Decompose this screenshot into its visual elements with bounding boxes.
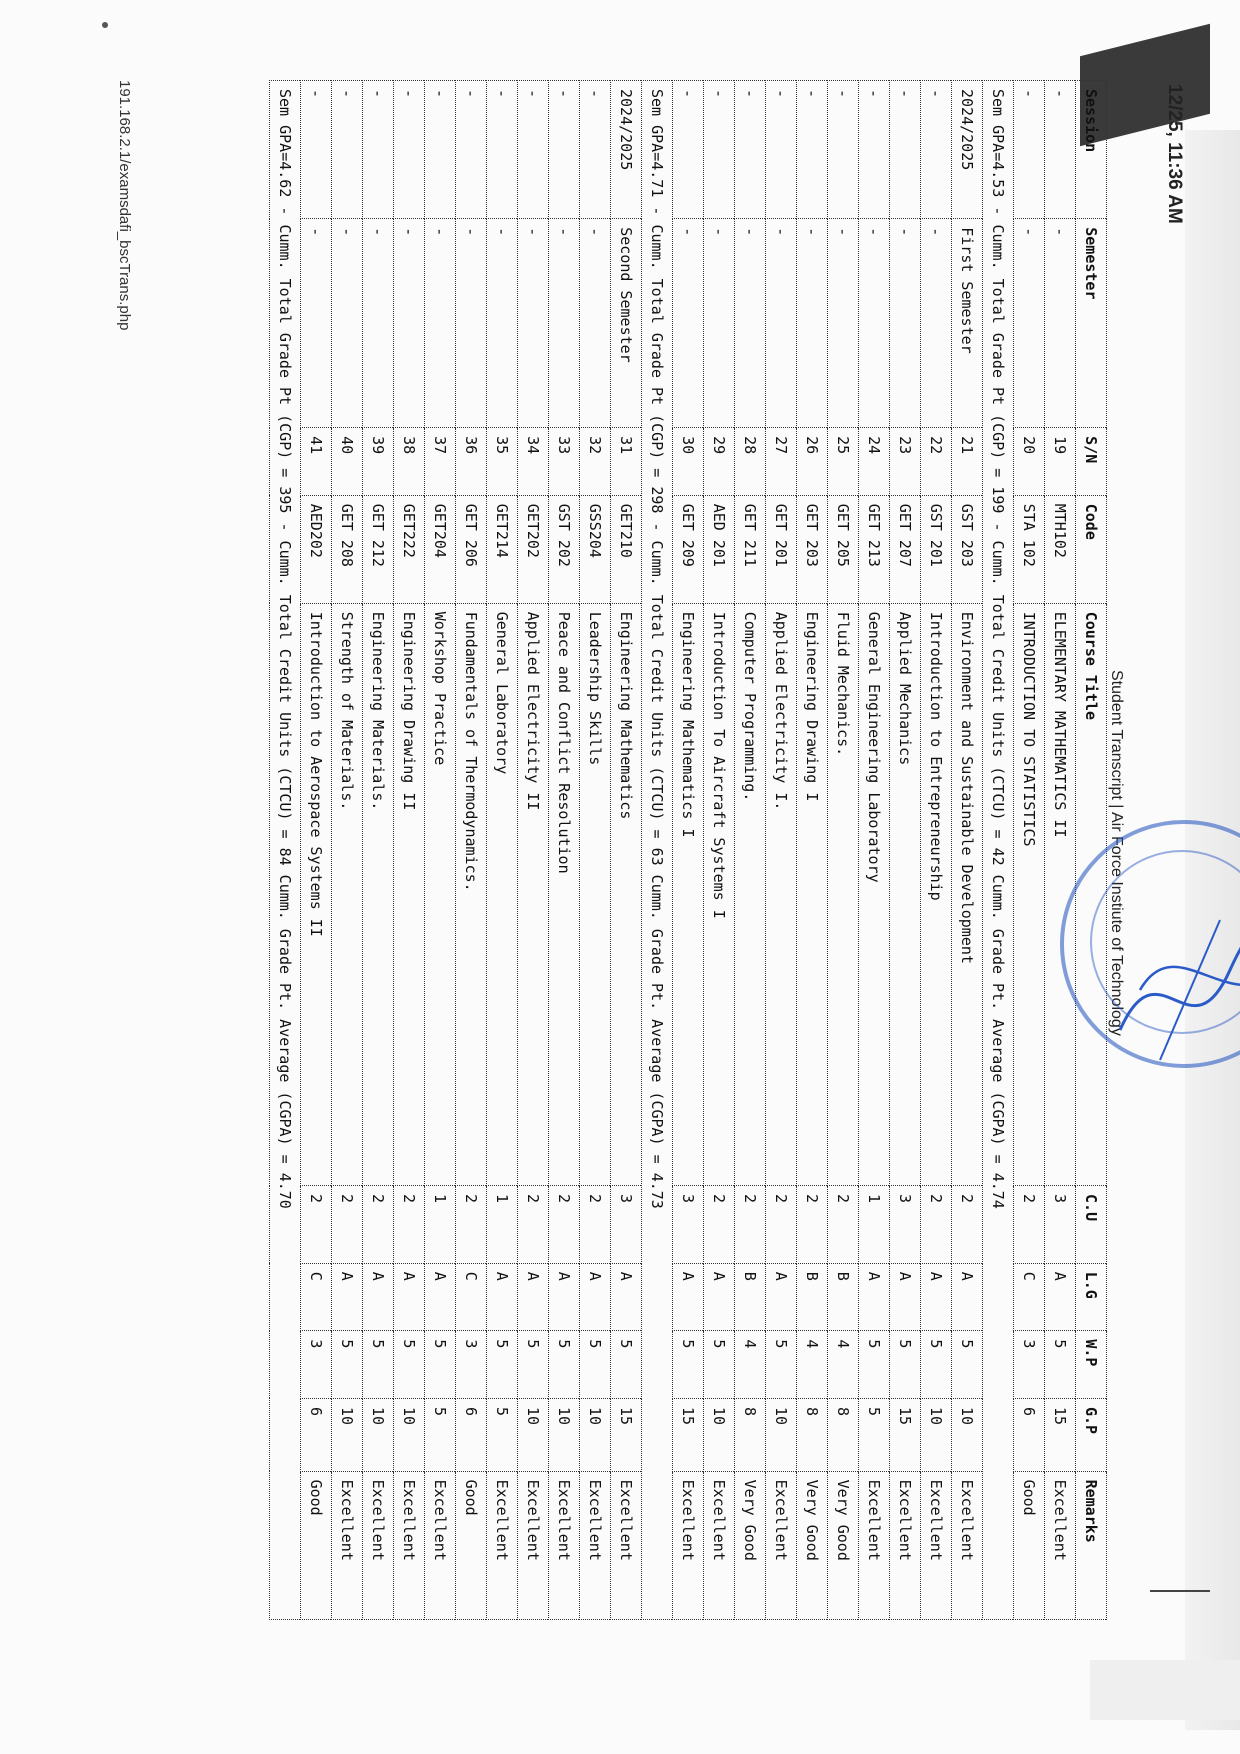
transcript-title: Student Transcript | Air Force Instiute of Technology — [1108, 670, 1125, 1036]
cell-code: GET 213 — [859, 495, 890, 603]
cell-title: Fundamentals of Thermodynamics. — [456, 603, 487, 1185]
cell-gp: 8 — [828, 1398, 859, 1471]
cell-semester: - — [828, 219, 859, 428]
semester-summary-text: Sem GPA=4.53 - Cumm. Total Grade Pt (CGP) = 199 - Cumm. Total Credit Units (CTCU) = 42 Cumm. Grade Pt. Average (CGPA) = 4.74 — [983, 81, 1014, 1620]
cell-remarks: Excellent — [363, 1471, 394, 1619]
cell-wp: 5 — [363, 1331, 394, 1399]
cell-wp: 4 — [735, 1331, 766, 1399]
cell-session: - — [828, 81, 859, 219]
cell-session: - — [1014, 81, 1045, 219]
cell-lg: A — [363, 1263, 394, 1331]
cell-sn: 26 — [797, 428, 828, 496]
cell-semester: - — [1045, 219, 1076, 428]
cell-lg: A — [518, 1263, 549, 1331]
cell-remarks: Excellent — [859, 1471, 890, 1619]
table-row — [301, 81, 332, 1620]
cell-gp: 10 — [766, 1398, 797, 1471]
cell-session: - — [456, 81, 487, 219]
cell-sn: 23 — [890, 428, 921, 496]
semester-summary-row — [642, 81, 673, 1620]
cell-lg: B — [735, 1263, 766, 1331]
cell-session: - — [518, 81, 549, 219]
cell-wp: 4 — [828, 1331, 859, 1399]
cell-code: GSS204 — [580, 495, 611, 603]
cell-session: - — [487, 81, 518, 219]
cell-title: Leadership Skills — [580, 603, 611, 1185]
cell-cu: 2 — [301, 1186, 332, 1264]
table-row — [766, 81, 797, 1620]
cell-sn: 19 — [1045, 428, 1076, 496]
cell-session: - — [425, 81, 456, 219]
table-row — [394, 81, 425, 1620]
cell-sn: 41 — [301, 428, 332, 496]
cell-cu: 1 — [425, 1186, 456, 1264]
rotated-transcript-page — [65, 70, 1185, 1630]
cell-remarks: Very Good — [797, 1471, 828, 1619]
cell-remarks: Excellent — [704, 1471, 735, 1619]
cell-session: - — [1045, 81, 1076, 219]
semester-summary-row — [270, 81, 301, 1620]
table-row — [704, 81, 735, 1620]
cell-lg: A — [704, 1263, 735, 1331]
cell-semester: - — [425, 219, 456, 428]
cell-cu: 2 — [363, 1186, 394, 1264]
cell-semester: - — [766, 219, 797, 428]
scan-shadow-bottom — [1090, 1660, 1240, 1720]
cell-semester: First Semester — [952, 219, 983, 428]
cell-sn: 22 — [921, 428, 952, 496]
cell-wp: 4 — [797, 1331, 828, 1399]
cell-wp: 5 — [673, 1331, 704, 1399]
cell-gp: 8 — [797, 1398, 828, 1471]
cell-sn: 28 — [735, 428, 766, 496]
cell-lg: A — [673, 1263, 704, 1331]
col-lg: L.G — [1076, 1263, 1107, 1331]
cell-gp: 10 — [952, 1398, 983, 1471]
cell-cu: 2 — [549, 1186, 580, 1264]
cell-remarks: Excellent — [394, 1471, 425, 1619]
cell-remarks: Excellent — [673, 1471, 704, 1619]
transcript-table — [269, 80, 1107, 1620]
cell-code: GET222 — [394, 495, 425, 603]
cell-gp: 10 — [704, 1398, 735, 1471]
cell-title: Engineering Drawing II — [394, 603, 425, 1185]
cell-gp: 5 — [859, 1398, 890, 1471]
cell-cu: 2 — [766, 1186, 797, 1264]
table-row — [363, 81, 394, 1620]
cell-title: Introduction To Aircraft Systems I — [704, 603, 735, 1185]
cell-semester: - — [518, 219, 549, 428]
cell-semester: - — [1014, 219, 1045, 428]
cell-cu: 2 — [580, 1186, 611, 1264]
cell-session: - — [921, 81, 952, 219]
cell-title: Engineering Mathematics I — [673, 603, 704, 1185]
cell-session: - — [673, 81, 704, 219]
cell-remarks: Good — [1014, 1471, 1045, 1619]
cell-cu: 2 — [704, 1186, 735, 1264]
cell-gp: 10 — [518, 1398, 549, 1471]
table-row — [611, 81, 642, 1620]
cell-title: Applied Electricity I. — [766, 603, 797, 1185]
col-gp: G.P — [1076, 1398, 1107, 1471]
cell-semester: - — [859, 219, 890, 428]
cell-title: Applied Electricity II — [518, 603, 549, 1185]
cell-wp: 3 — [301, 1331, 332, 1399]
cell-code: GET 205 — [828, 495, 859, 603]
cell-lg: A — [921, 1263, 952, 1331]
cell-session: - — [859, 81, 890, 219]
cell-gp: 10 — [580, 1398, 611, 1471]
cell-cu: 3 — [673, 1186, 704, 1264]
cell-code: GET 212 — [363, 495, 394, 603]
cell-title: Workshop Practice — [425, 603, 456, 1185]
cell-session: - — [363, 81, 394, 219]
cell-lg: A — [766, 1263, 797, 1331]
cell-remarks: Good — [456, 1471, 487, 1619]
cell-code: GET 208 — [332, 495, 363, 603]
table-row — [828, 81, 859, 1620]
cell-session: - — [301, 81, 332, 219]
cell-title: INTRODUCTION TO STATISTICS — [1014, 603, 1045, 1185]
cell-cu: 1 — [487, 1186, 518, 1264]
cell-code: GET210 — [611, 495, 642, 603]
cell-semester: - — [921, 219, 952, 428]
cell-remarks: Excellent — [766, 1471, 797, 1619]
cell-session: 2024/2025 — [952, 81, 983, 219]
cell-title: Peace and Conflict Resolution — [549, 603, 580, 1185]
cell-wp: 5 — [425, 1331, 456, 1399]
cell-lg: C — [1014, 1263, 1045, 1331]
cell-session: - — [704, 81, 735, 219]
cell-lg: A — [890, 1263, 921, 1331]
cell-sn: 20 — [1014, 428, 1045, 496]
cell-title: Engineering Mathematics — [611, 603, 642, 1185]
col-cu: C.U — [1076, 1186, 1107, 1264]
cell-remarks: Excellent — [549, 1471, 580, 1619]
cell-gp: 15 — [611, 1398, 642, 1471]
cell-remarks: Excellent — [518, 1471, 549, 1619]
cell-wp: 5 — [859, 1331, 890, 1399]
cell-session: - — [890, 81, 921, 219]
cell-semester: - — [673, 219, 704, 428]
cell-cu: 2 — [1014, 1186, 1045, 1264]
cell-code: GET 211 — [735, 495, 766, 603]
transcript-body — [270, 81, 1076, 1620]
cell-sn: 33 — [549, 428, 580, 496]
table-row — [487, 81, 518, 1620]
cell-wp: 5 — [766, 1331, 797, 1399]
cell-semester: - — [797, 219, 828, 428]
cell-code: GET 206 — [456, 495, 487, 603]
cell-lg: A — [952, 1263, 983, 1331]
cell-wp: 5 — [487, 1331, 518, 1399]
cell-wp: 5 — [580, 1331, 611, 1399]
scan-dot — [102, 22, 108, 28]
cell-cu: 1 — [859, 1186, 890, 1264]
semester-summary-row — [983, 81, 1014, 1620]
cell-semester: - — [890, 219, 921, 428]
cell-session: - — [580, 81, 611, 219]
cell-session: - — [332, 81, 363, 219]
source-url: 191.168.2.1/examsdafi_bscTrans.php — [116, 80, 133, 331]
cell-remarks: Good — [301, 1471, 332, 1619]
cell-lg: B — [828, 1263, 859, 1331]
col-wp: W.P — [1076, 1331, 1107, 1399]
cell-gp: 10 — [363, 1398, 394, 1471]
cell-wp: 5 — [890, 1331, 921, 1399]
cell-lg: A — [487, 1263, 518, 1331]
cell-lg: A — [332, 1263, 363, 1331]
cell-sn: 24 — [859, 428, 890, 496]
cell-semester: - — [363, 219, 394, 428]
cell-wp: 5 — [704, 1331, 735, 1399]
table-row — [332, 81, 363, 1620]
cell-sn: 37 — [425, 428, 456, 496]
table-row — [518, 81, 549, 1620]
cell-session: 2024/2025 — [611, 81, 642, 219]
cell-remarks: Very Good — [828, 1471, 859, 1619]
cell-gp: 10 — [332, 1398, 363, 1471]
cell-cu: 3 — [611, 1186, 642, 1264]
cell-sn: 39 — [363, 428, 394, 496]
cell-sn: 30 — [673, 428, 704, 496]
cell-semester: - — [394, 219, 425, 428]
cell-gp: 15 — [673, 1398, 704, 1471]
cell-gp: 10 — [549, 1398, 580, 1471]
semester-summary-text: Sem GPA=4.71 - Cumm. Total Grade Pt (CGP) = 298 - Cumm. Total Credit Units (CTCU) = 63 Cumm. Grade Pt. Average (CGPA) = 4.73 — [642, 81, 673, 1620]
table-row — [859, 81, 890, 1620]
cell-title: ELEMENTARY MATHEMATICS II — [1045, 603, 1076, 1185]
table-row — [1045, 81, 1076, 1620]
cell-sn: 40 — [332, 428, 363, 496]
cell-lg: A — [1045, 1263, 1076, 1331]
cell-semester: - — [332, 219, 363, 428]
cell-wp: 5 — [518, 1331, 549, 1399]
table-row — [921, 81, 952, 1620]
cell-wp: 5 — [332, 1331, 363, 1399]
cell-semester: - — [487, 219, 518, 428]
cell-wp: 5 — [1045, 1331, 1076, 1399]
cell-gp: 10 — [921, 1398, 952, 1471]
cell-remarks: Excellent — [890, 1471, 921, 1619]
print-datetime: 12/25, 11:36 AM — [1164, 84, 1185, 224]
cell-remarks: Excellent — [332, 1471, 363, 1619]
cell-sn: 32 — [580, 428, 611, 496]
cell-sn: 29 — [704, 428, 735, 496]
cell-code: AED 201 — [704, 495, 735, 603]
cell-sn: 27 — [766, 428, 797, 496]
cell-wp: 5 — [549, 1331, 580, 1399]
cell-gp: 15 — [1045, 1398, 1076, 1471]
cell-code: GST 203 — [952, 495, 983, 603]
cell-cu: 2 — [797, 1186, 828, 1264]
col-session: Session — [1076, 81, 1107, 219]
cell-gp: 5 — [425, 1398, 456, 1471]
cell-semester: - — [704, 219, 735, 428]
cell-sn: 21 — [952, 428, 983, 496]
cell-semester: - — [735, 219, 766, 428]
cell-code: AED202 — [301, 495, 332, 603]
cell-cu: 3 — [890, 1186, 921, 1264]
cell-semester: - — [549, 219, 580, 428]
cell-session: - — [394, 81, 425, 219]
cell-gp: 5 — [487, 1398, 518, 1471]
cell-lg: A — [611, 1263, 642, 1331]
cell-remarks: Excellent — [580, 1471, 611, 1619]
cell-lg: A — [394, 1263, 425, 1331]
cell-lg: A — [425, 1263, 456, 1331]
cell-code: GST 202 — [549, 495, 580, 603]
cell-title: Applied Mechanics — [890, 603, 921, 1185]
cell-code: GET202 — [518, 495, 549, 603]
blue-handwritten-signature — [1100, 880, 1240, 1080]
cell-session: - — [766, 81, 797, 219]
col-sn: S/N — [1076, 428, 1107, 496]
cell-remarks: Excellent — [921, 1471, 952, 1619]
cell-wp: 5 — [952, 1331, 983, 1399]
cell-title: Engineering Materials. — [363, 603, 394, 1185]
cell-gp: 15 — [890, 1398, 921, 1471]
cell-code: GET214 — [487, 495, 518, 603]
col-semester: Semester — [1076, 219, 1107, 428]
cell-session: - — [797, 81, 828, 219]
table-row — [1014, 81, 1045, 1620]
cell-cu: 2 — [952, 1186, 983, 1264]
cell-wp: 3 — [456, 1331, 487, 1399]
cell-wp: 5 — [921, 1331, 952, 1399]
cell-gp: 6 — [1014, 1398, 1045, 1471]
cell-session: - — [549, 81, 580, 219]
cell-remarks: Very Good — [735, 1471, 766, 1619]
cell-cu: 3 — [1045, 1186, 1076, 1264]
cell-title: Strength of Materials. — [332, 603, 363, 1185]
cell-code: GET 207 — [890, 495, 921, 603]
cell-title: Engineering Drawing I — [797, 603, 828, 1185]
cell-remarks: Excellent — [1045, 1471, 1076, 1619]
cell-lg: A — [859, 1263, 890, 1331]
cell-title: General Laboratory — [487, 603, 518, 1185]
cell-lg: C — [301, 1263, 332, 1331]
cell-remarks: Excellent — [952, 1471, 983, 1619]
cell-wp: 5 — [394, 1331, 425, 1399]
table-row — [456, 81, 487, 1620]
cell-gp: 6 — [456, 1398, 487, 1471]
table-row — [425, 81, 456, 1620]
cell-code: STA 102 — [1014, 495, 1045, 603]
cell-remarks: Excellent — [487, 1471, 518, 1619]
cell-cu: 2 — [394, 1186, 425, 1264]
cell-remarks: Excellent — [611, 1471, 642, 1619]
cell-session: - — [735, 81, 766, 219]
cell-sn: 36 — [456, 428, 487, 496]
cell-code: MTH102 — [1045, 495, 1076, 603]
cell-title: Computer Programming. — [735, 603, 766, 1185]
table-row — [797, 81, 828, 1620]
cell-cu: 2 — [332, 1186, 363, 1264]
cell-code: GET 201 — [766, 495, 797, 603]
cell-sn: 38 — [394, 428, 425, 496]
cell-cu: 2 — [921, 1186, 952, 1264]
cell-title: Environment and Sustainable Development — [952, 603, 983, 1185]
cell-semester: - — [301, 219, 332, 428]
table-row — [735, 81, 766, 1620]
cell-cu: 2 — [828, 1186, 859, 1264]
cell-gp: 8 — [735, 1398, 766, 1471]
col-course-title: Course Title — [1076, 603, 1107, 1185]
cell-cu: 2 — [735, 1186, 766, 1264]
cell-lg: A — [580, 1263, 611, 1331]
col-remarks: Remarks — [1076, 1471, 1107, 1619]
table-row — [549, 81, 580, 1620]
cell-gp: 10 — [394, 1398, 425, 1471]
cell-sn: 25 — [828, 428, 859, 496]
cell-sn: 34 — [518, 428, 549, 496]
cell-title: Introduction to Entrepreneurship — [921, 603, 952, 1185]
cell-title: General Engineering Laboratory — [859, 603, 890, 1185]
cell-semester: Second Semester — [611, 219, 642, 428]
table-row — [673, 81, 704, 1620]
cell-code: GET204 — [425, 495, 456, 603]
table-row — [952, 81, 983, 1620]
cell-lg: B — [797, 1263, 828, 1331]
cell-lg: C — [456, 1263, 487, 1331]
cell-remarks: Excellent — [425, 1471, 456, 1619]
cell-cu: 2 — [518, 1186, 549, 1264]
cell-semester: - — [580, 219, 611, 428]
cell-lg: A — [549, 1263, 580, 1331]
cell-code: GET 209 — [673, 495, 704, 603]
cell-wp: 5 — [611, 1331, 642, 1399]
cell-cu: 2 — [456, 1186, 487, 1264]
cell-code: GST 201 — [921, 495, 952, 603]
table-row — [890, 81, 921, 1620]
cell-gp: 6 — [301, 1398, 332, 1471]
cell-sn: 31 — [611, 428, 642, 496]
cell-wp: 3 — [1014, 1331, 1045, 1399]
cell-title: Introduction to Aerospace Systems II — [301, 603, 332, 1185]
col-code: Code — [1076, 495, 1107, 603]
cell-sn: 35 — [487, 428, 518, 496]
semester-summary-text: Sem GPA=4.62 - Cumm. Total Grade Pt (CGP) = 395 - Cumm. Total Credit Units (CTCU) = 84 Cumm. Grade Pt. Average (CGPA) = 4.70 — [270, 81, 301, 1620]
table-row — [580, 81, 611, 1620]
cell-code: GET 203 — [797, 495, 828, 603]
cell-title: Fluid Mechanics. — [828, 603, 859, 1185]
cell-semester: - — [456, 219, 487, 428]
